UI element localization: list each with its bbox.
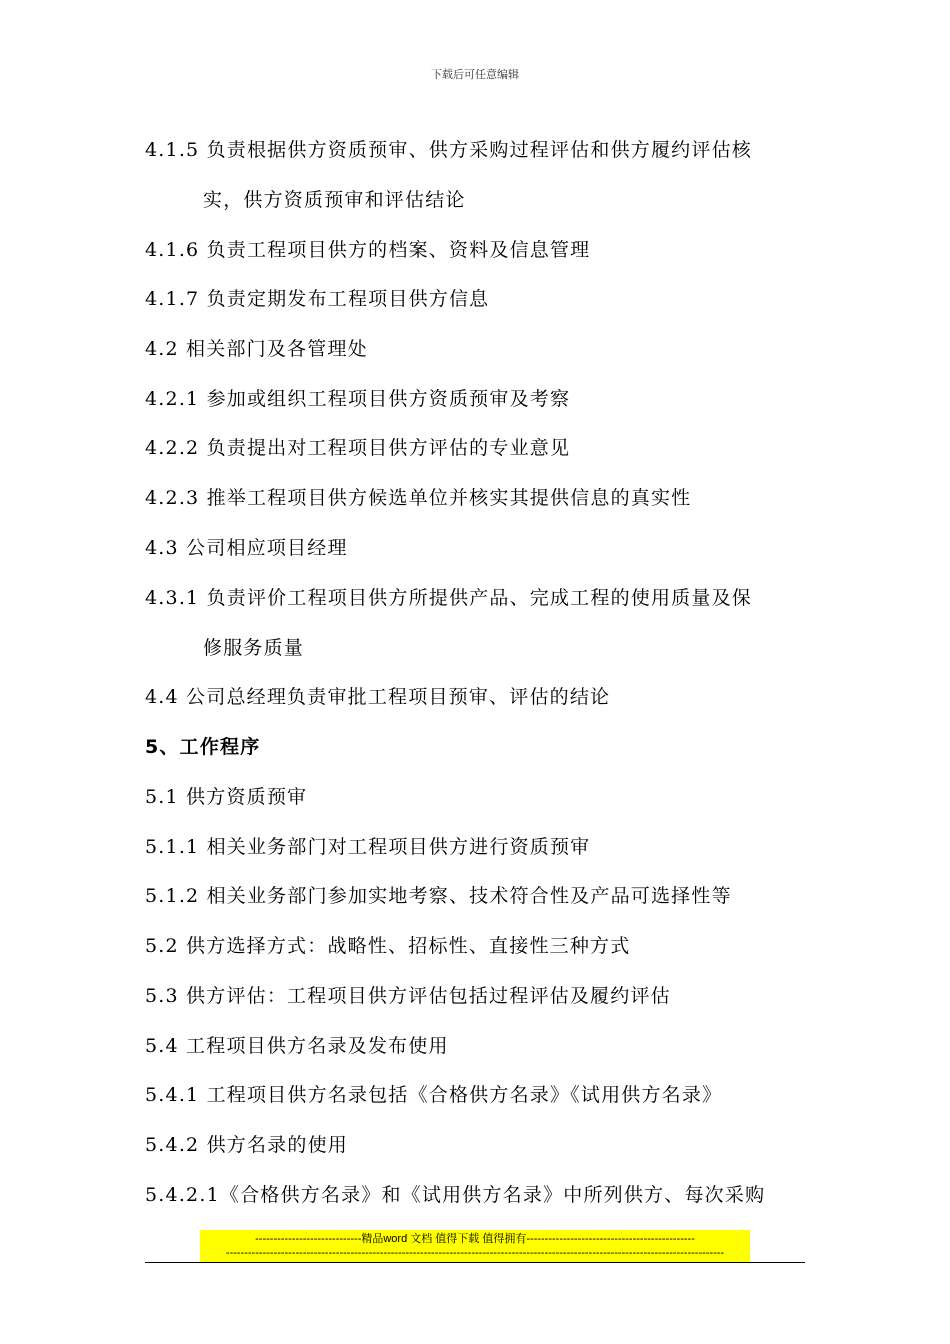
clause-4-3-1-continued: 修服务质量 <box>203 637 305 659</box>
clause-5-4-1: 5.4.1 工程项目供方名录包括《合格供方名录》《试用供方名录》 <box>145 1084 723 1106</box>
clause-4-2-2: 4.2.2 负责提出对工程项目供方评估的专业意见 <box>145 437 571 459</box>
clause-4-2-1: 4.2.1 参加或组织工程项目供方资质预审及考察 <box>145 388 571 410</box>
footer-banner-line1: -----------------------------精品word 文档 值得下载 值得拥有---------------------------------------------- <box>255 1233 695 1245</box>
footer-banner-line2: ---------------------------------------------------------------------------------------------------------------------------------------- <box>225 1247 725 1259</box>
header-note: 下载后可任意编辑 <box>431 68 519 81</box>
clause-5-2: 5.2 供方选择方式：战略性、招标性、直接性三种方式 <box>145 935 631 957</box>
section-heading-5: 5、工作程序 <box>145 736 261 758</box>
clause-4-1-7: 4.1.7 负责定期发布工程项目供方信息 <box>145 288 490 310</box>
clause-5-4-2-1: 5.4.2.1《合格供方名录》和《试用供方名录》中所列供方、每次采购 <box>145 1184 766 1206</box>
clause-4-1-5: 4.1.5 负责根据供方资质预审、供方采购过程评估和供方履约评估核 <box>145 139 752 161</box>
clause-4-3-1: 4.3.1 负责评价工程项目供方所提供产品、完成工程的使用质量及保 <box>145 587 752 609</box>
clause-4-4: 4.4 公司总经理负责审批工程项目预审、评估的结论 <box>145 686 611 708</box>
clause-4-2: 4.2 相关部门及各管理处 <box>145 338 368 360</box>
clause-4-1-6: 4.1.6 负责工程项目供方的档案、资料及信息管理 <box>145 239 591 261</box>
footer-banner <box>200 1230 750 1262</box>
clause-5-3: 5.3 供方评估：工程项目供方评估包括过程评估及履约评估 <box>145 985 671 1007</box>
clause-4-3: 4.3 公司相应项目经理 <box>145 537 348 559</box>
clause-4-1-5-continued: 实，供方资质预审和评估结论 <box>203 189 466 211</box>
footer-divider <box>145 1262 805 1263</box>
clause-5-1: 5.1 供方资质预审 <box>145 786 308 808</box>
clause-5-4: 5.4 工程项目供方名录及发布使用 <box>145 1035 449 1057</box>
clause-5-1-1: 5.1.1 相关业务部门对工程项目供方进行资质预审 <box>145 836 591 858</box>
clause-5-1-2: 5.1.2 相关业务部门参加实地考察、技术符合性及产品可选择性等 <box>145 885 732 907</box>
clause-5-4-2: 5.4.2 供方名录的使用 <box>145 1134 348 1156</box>
clause-4-2-3: 4.2.3 推举工程项目供方候选单位并核实其提供信息的真实性 <box>145 487 692 509</box>
